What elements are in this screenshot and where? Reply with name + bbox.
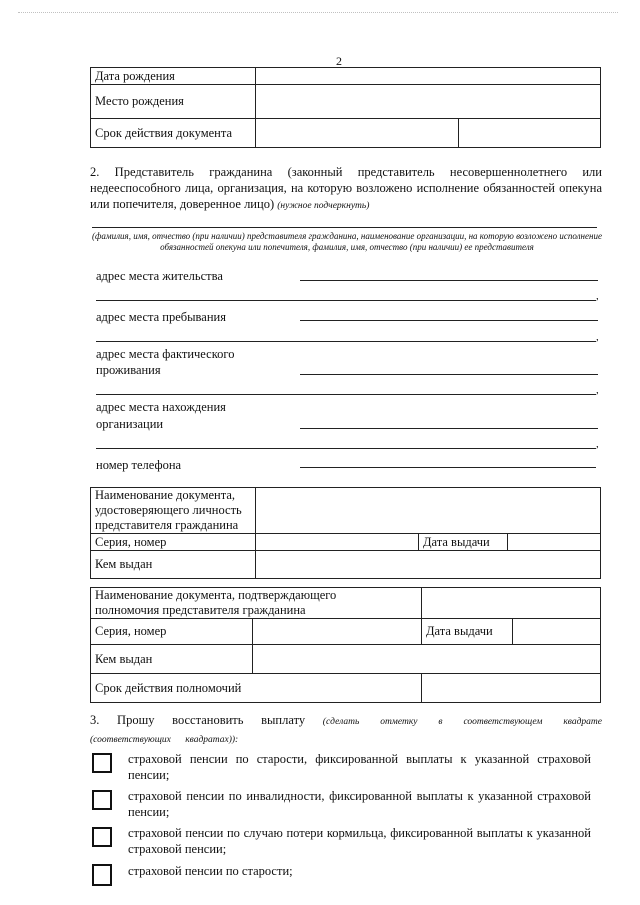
- authority-issued-by-label: Кем выдан: [91, 645, 253, 674]
- birth-place-field[interactable]: [256, 85, 601, 119]
- authority-issue-date-label: Дата выдачи: [422, 619, 513, 645]
- option-label-3: страховой пенсии по случаю потери кормильца, фиксированной выплаты к указанной страховой пенсии;: [128, 826, 591, 856]
- actual-comma: ,: [596, 384, 599, 396]
- identity-table: [90, 67, 601, 148]
- option-checkbox-4[interactable]: [92, 864, 112, 886]
- doc-series-label: Серия, номер: [91, 534, 256, 551]
- authority-validity-field[interactable]: [422, 674, 601, 703]
- stay-comma: ,: [596, 331, 599, 343]
- actual-line-1[interactable]: [300, 374, 598, 375]
- authority-doc-table: [90, 587, 601, 703]
- actual-label-1: адрес места фактического: [96, 347, 235, 361]
- doc-issued-by-label: Кем выдан: [91, 551, 256, 579]
- doc-name-field[interactable]: [256, 488, 601, 534]
- authority-name-label: Наименование документа, подтверждающего полномочия представителя гражданина: [91, 588, 422, 619]
- residence-line-2[interactable]: [96, 300, 596, 301]
- authority-validity-label: Срок действия полномочий: [91, 674, 422, 703]
- representative-doc-table: [90, 487, 601, 579]
- doc-validity-label: Срок действия документа: [91, 119, 256, 148]
- section2-text: 2. Представитель гражданина (законный представитель несовершеннолетнего или недееспособного лица, организация, на которую возложено исполнение обязанностей опекуна или попечителя, доверенное лицо) (нужное подчеркнуть): [90, 165, 602, 211]
- actual-label-2: проживания: [96, 363, 161, 377]
- phone-line[interactable]: [300, 467, 596, 468]
- authority-issued-by-field[interactable]: [253, 645, 601, 674]
- section2-note: (нужное подчеркнуть): [277, 201, 370, 211]
- birth-date-field[interactable]: [256, 68, 601, 85]
- doc-issue-date-label: Дата выдачи: [419, 534, 508, 551]
- doc-issue-date-field[interactable]: [508, 534, 601, 551]
- option-checkbox-3[interactable]: [92, 827, 112, 847]
- section3-text: 3. Прошу восстановить выплату (сделать отметку в соответствующем квадрате (соответствующих квадратах)):: [90, 713, 602, 745]
- scan-noise: [18, 12, 618, 17]
- actual-line-2[interactable]: [96, 394, 596, 395]
- residence-line-1[interactable]: [300, 280, 598, 281]
- birth-place-label: Место рождения: [91, 85, 256, 119]
- org-label-1: адрес места нахождения: [96, 400, 226, 414]
- doc-validity-field[interactable]: [256, 119, 459, 148]
- stay-label: адрес места пребывания: [96, 310, 226, 324]
- page-number: 2: [336, 54, 342, 68]
- birth-date-label: Дата рождения: [91, 68, 256, 85]
- authority-series-field[interactable]: [253, 619, 422, 645]
- representative-name-line[interactable]: [92, 227, 597, 228]
- residence-label: адрес места жительства: [96, 269, 223, 283]
- authority-issue-date-field[interactable]: [513, 619, 601, 645]
- org-comma: ,: [596, 438, 599, 450]
- option-checkbox-2[interactable]: [92, 790, 112, 810]
- doc-name-label: Наименование документа, удостоверяющего личность представителя гражданина: [91, 488, 256, 534]
- phone-label: номер телефона: [96, 458, 182, 472]
- option-checkbox-1[interactable]: [92, 753, 112, 773]
- representative-caption: (фамилия, имя, отчество (при наличии) представителя гражданина, наименование организации, на которую возложено исполнение обязанностей опекуна или попечителя, фамилия, имя, отчество (при наличии) ее представителя: [92, 231, 602, 252]
- org-label-2: организации: [96, 417, 164, 431]
- org-line-1[interactable]: [300, 428, 598, 429]
- option-label-4: страховой пенсии по старости;: [128, 864, 293, 878]
- stay-line-1[interactable]: [300, 320, 598, 321]
- residence-comma: ,: [596, 290, 599, 302]
- authority-series-label: Серия, номер: [91, 619, 253, 645]
- doc-series-field[interactable]: [256, 534, 419, 551]
- option-label-1: страховой пенсии по старости, фиксированной выплаты к указанной страховой пенсии;: [128, 752, 591, 782]
- option-label-2: страховой пенсии по инвалидности, фиксированной выплаты к указанной страховой пенсии;: [128, 789, 591, 819]
- stay-line-2[interactable]: [96, 341, 596, 342]
- doc-validity-extra[interactable]: [459, 119, 601, 148]
- authority-name-field[interactable]: [422, 588, 601, 619]
- org-line-2[interactable]: [96, 448, 596, 449]
- doc-issued-by-field[interactable]: [256, 551, 601, 579]
- section3-note: (сделать отметку в соответствующем квадрате (соответствующих квадратах)):: [90, 717, 602, 745]
